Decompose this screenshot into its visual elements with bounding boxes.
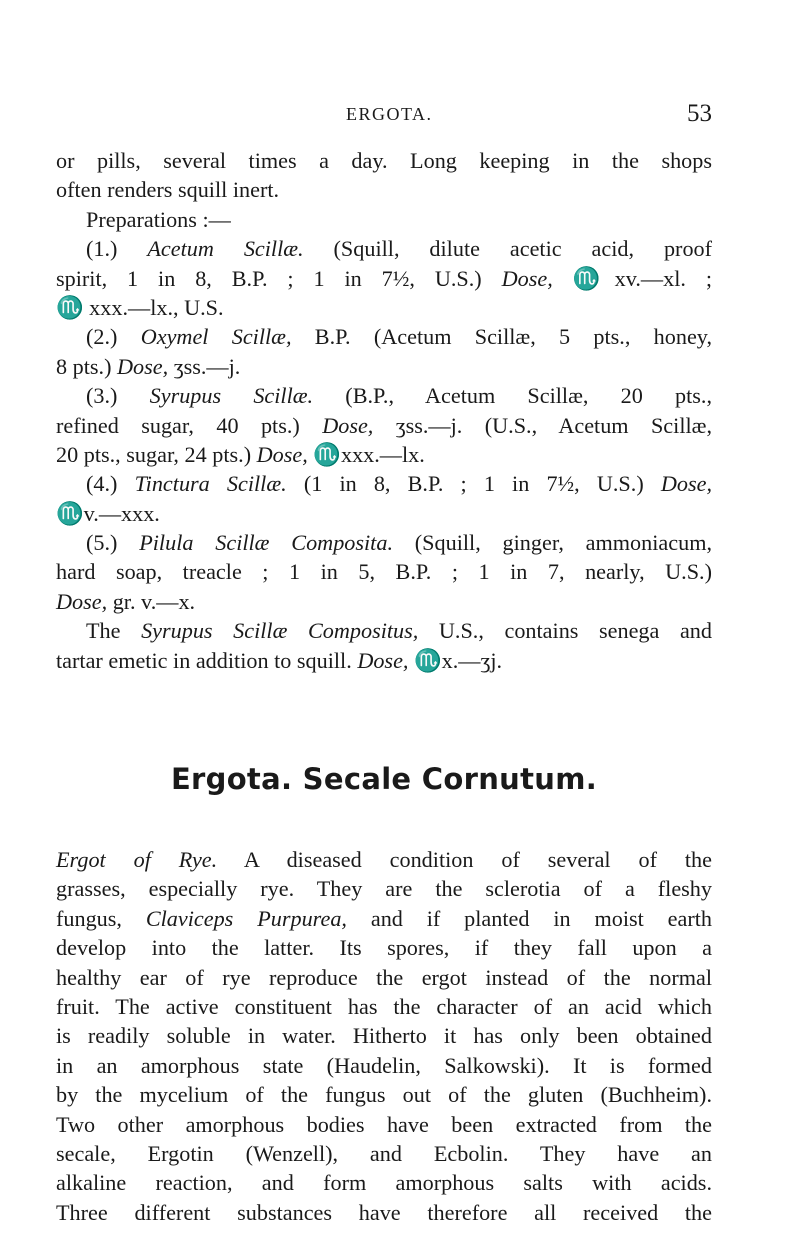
text-line: Ergot of Rye. A diseased condition of several of the bbox=[56, 847, 712, 872]
text-line: Two other amorphous bodies have been extracted from the bbox=[56, 1111, 712, 1137]
text-line: ♏v.—xxx. bbox=[56, 500, 160, 526]
text-line: Dose, gr. v.—x. bbox=[56, 588, 196, 614]
preparation-oxymel-line: (2.) Oxymel Scillæ, B.P. (Acetum Scillæ, 5 pts., honey, bbox=[86, 324, 712, 350]
preparation-acetum-line: (1.) Acetum Scillæ. (Squill, dilute acetic acid, proof bbox=[86, 236, 713, 262]
text-line: Three different substances have therefore all received the bbox=[56, 1199, 712, 1225]
text-line: Preparations :— bbox=[86, 206, 231, 232]
text-line: The Syrupus Scillæ Compositus, U.S., contains senega and bbox=[86, 618, 712, 644]
text-line: often renders squill inert. bbox=[56, 177, 280, 203]
section-heading: Ergota. Secale Cornutum. bbox=[170, 762, 598, 796]
page-header bbox=[56, 100, 712, 130]
text-line: 20 pts., sugar, 24 pts.) Dose, ♏xxx.—lx. bbox=[56, 441, 425, 467]
running-head: ERGOTA. bbox=[346, 104, 433, 124]
squill-preparations-section bbox=[56, 146, 712, 675]
preparation-syrupus-line: (3.) Syrupus Scillæ. (B.P., Acetum Scillæ, 20 pts., bbox=[86, 383, 713, 409]
text-line: by the mycelium of the fungus out of the gluten (Buchheim). bbox=[56, 1082, 712, 1108]
text-line: ♏ xxx.—lx., U.S. bbox=[56, 294, 224, 320]
text-line: or pills, several times a day. Long keeping in the shops bbox=[56, 148, 712, 173]
text-line: tartar emetic in addition to squill. Dose, ♏x.—ʒj. bbox=[56, 647, 503, 673]
text-line: grasses, especially rye. They are the sclerotia of a fleshy bbox=[56, 876, 712, 902]
text-line: 8 pts.) Dose, ʒss.—j. bbox=[56, 353, 241, 379]
text-line: secale, Ergotin (Wenzell), and Ecbolin. They have an bbox=[56, 1140, 712, 1166]
text-line: spirit, 1 in 8, B.P. ; 1 in 7½, U.S.) Dose, ♏xv.—xl. ; bbox=[56, 265, 712, 291]
text-line: hard soap, treacle ; 1 in 5, B.P. ; 1 in 7, nearly, U.S.) bbox=[56, 559, 712, 585]
text-line: refined sugar, 40 pts.) Dose, ʒss.—j. (U.S., Acetum Scillæ, bbox=[56, 412, 712, 438]
preparation-pilula-line: (5.) Pilula Scillæ Composita. (Squill, ginger, ammoniacum, bbox=[86, 530, 712, 556]
text-line: healthy ear of rye reproduce the ergot instead of the normal bbox=[56, 964, 712, 990]
text-line: fungus, Claviceps Purpurea, and if planted in moist earth bbox=[56, 905, 713, 931]
ergot-description-paragraph bbox=[56, 845, 712, 1227]
text-line: in an amorphous state (Haudelin, Salkowski). It is formed bbox=[56, 1052, 712, 1078]
text-line: alkaline reaction, and form amorphous salts with acids. bbox=[56, 1170, 712, 1196]
text-line: develop into the latter. Its spores, if they fall upon a bbox=[56, 935, 712, 961]
text-line: is readily soluble in water. Hitherto it has only been obtained bbox=[56, 1023, 712, 1049]
preparation-tinctura-line: (4.) Tinctura Scillæ. (1 in 8, B.P. ; 1 in 7½, U.S.) Dose, bbox=[86, 471, 712, 497]
page-number: 53 bbox=[687, 100, 712, 127]
text-line: fruit. The active constituent has the character of an acid which bbox=[56, 993, 712, 1019]
